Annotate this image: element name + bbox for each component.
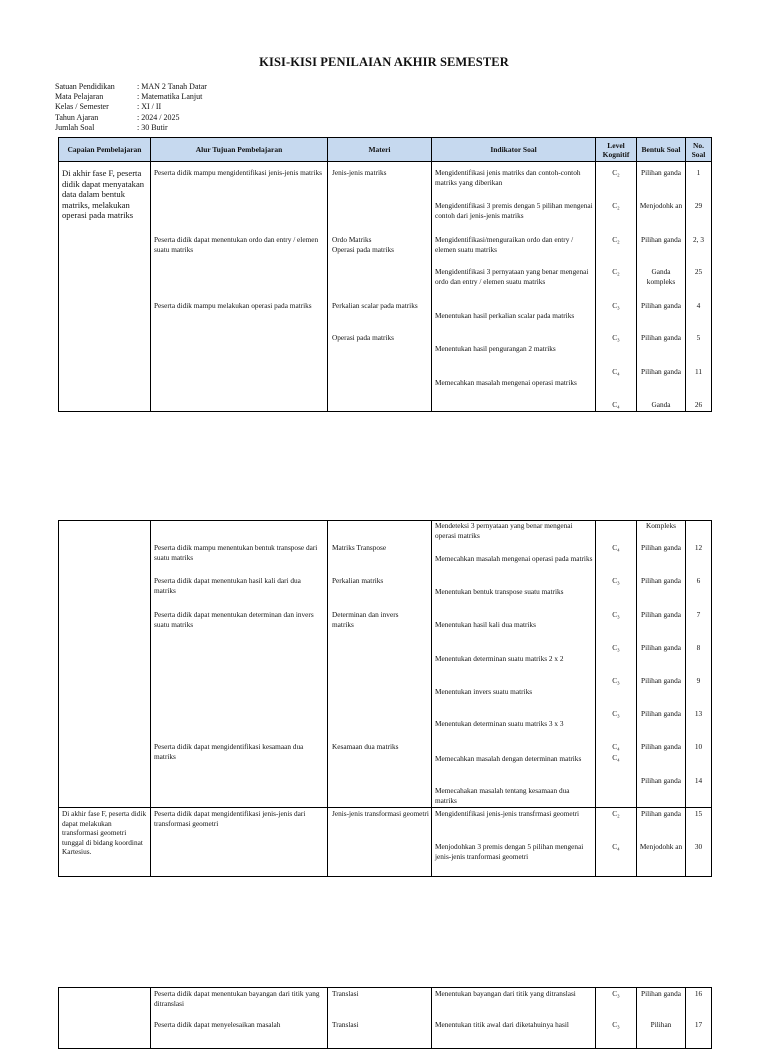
no-cell: 12 <box>694 543 703 552</box>
materi-cell: Perkalian scalar pada matriks <box>332 301 418 310</box>
header-no: No. Soal <box>691 140 706 159</box>
info-label: Kelas / Semester <box>55 102 109 112</box>
grid-table-page-1 <box>58 137 712 412</box>
materi-cell: Translasi <box>332 989 359 998</box>
atp-cell: Peserta didik mampu mengidentifikasi jenis-jenis matriks <box>154 168 322 177</box>
no-cell: 25 <box>694 267 703 276</box>
bentuk-cell: Kompleks <box>646 521 676 530</box>
level-cell: C₄ <box>612 842 620 851</box>
header-bentuk: Bentuk Soal <box>641 145 681 154</box>
no-cell: 26 <box>694 400 703 409</box>
atp-cell: Peserta didik dapat menentukan determinan dan invers suatu matriks <box>154 610 314 629</box>
indikator-cell: Mengidentifikasi/menguraikan ordo dan entry / elemen suatu matriks <box>435 235 574 254</box>
no-cell: 13 <box>694 709 703 718</box>
bentuk-cell: Pilihan ganda <box>641 610 681 619</box>
bentuk-cell: Ganda kompleks <box>646 267 676 286</box>
info-value: : MAN 2 Tanah Datar <box>137 82 207 91</box>
page-title: KISI-KISI PENILAIAN AKHIR SEMESTER <box>259 55 509 69</box>
level-cell: C₂ <box>612 235 620 244</box>
no-cell: 14 <box>694 776 703 785</box>
bentuk-cell: Pilihan ganda <box>641 168 681 177</box>
indikator-cell: Menentukan hasil kali dua matriks <box>435 620 536 629</box>
materi-cell: Determinan dan invers matriks <box>332 610 399 629</box>
bentuk-cell: Menjodohk an <box>639 201 683 210</box>
grid-table-page-2 <box>58 520 712 877</box>
bentuk-cell: Menjodohk an <box>639 842 683 851</box>
no-cell: 9 <box>696 676 701 685</box>
indikator-cell: Menentukan determinan suatu matriks 3 x 3 <box>435 719 564 728</box>
bentuk-cell: Pilihan ganda <box>641 301 681 310</box>
level-cell: C₄ <box>612 753 620 762</box>
level-cell: C₂ <box>612 201 620 210</box>
level-cell: C₃ <box>612 709 620 718</box>
info-label: Jumlah Soal <box>55 122 95 132</box>
bentuk-cell: Pilihan ganda <box>641 543 681 552</box>
indikator-cell: Memecahakan masalah tentang kesamaan dua matriks <box>435 786 570 805</box>
bentuk-cell: Pilihan <box>650 1020 672 1029</box>
bentuk-cell: Pilihan ganda <box>641 809 681 818</box>
indikator-cell: Menentukan bayangan dari titik yang ditranslasi <box>435 989 576 998</box>
no-cell: 1 <box>696 168 701 177</box>
indikator-cell: Menentukan titik awal dari diketahuinya hasil <box>435 1020 569 1029</box>
no-cell: 11 <box>694 367 703 376</box>
atp-cell: Peserta didik dapat mengidentifikasi kesamaan dua matriks <box>154 742 304 761</box>
info-value: : XI / II <box>137 102 162 112</box>
header-capaian: Capaian Pembelajaran <box>67 145 142 154</box>
atp-cell: Peserta didik dapat mengidentifikasi jenis-jenis dari transformasi geometri <box>154 809 306 828</box>
bentuk-cell: Ganda <box>651 400 671 409</box>
info-value: : Matematika Lanjut <box>137 92 203 102</box>
materi-cell: Perkalian matriks <box>332 576 384 585</box>
level-cell: C₃ <box>612 643 620 652</box>
no-cell: 10 <box>694 742 703 751</box>
bentuk-cell: Pilihan ganda <box>641 235 681 244</box>
no-cell: 30 <box>694 842 703 851</box>
indikator-cell: Memecahkan masalah mengenai operasi pada matriks <box>435 554 593 563</box>
indikator-cell: Memecahkan masalah mengenai operasi matriks <box>435 378 577 387</box>
no-cell: 17 <box>694 1020 703 1029</box>
level-cell: C₃ <box>612 333 620 342</box>
atp-cell: Peserta didik mampu melakukan operasi pada matriks <box>154 301 312 310</box>
header-indikator: Indikator Soal <box>490 145 537 154</box>
info-label: Mata Pelajaran <box>55 92 104 102</box>
indikator-cell: Menentukan hasil pengurangan 2 matriks <box>435 344 556 353</box>
level-cell: C₃ <box>612 301 620 310</box>
materi-cell: Operasi pada matriks <box>332 333 395 342</box>
indikator-cell: Menjodohkan 3 premis dengan 5 pilihan mengenai jenis-jenis tranformasi geometri <box>435 842 584 861</box>
info-value: : 2024 / 2025 <box>137 112 180 122</box>
indikator-cell: Menentukan hasil perkalian scalar pada matriks <box>435 311 575 320</box>
indikator-cell: Mengidentifikasi jenis-jenis transfrmasi geometri <box>435 809 580 818</box>
level-cell: C₂ <box>612 809 620 818</box>
capaian-cell: Di akhir fase F, peserta didik dapat melakukan transformasi geometri tunggal di bidang koordinat Kartesius. <box>62 809 147 857</box>
header-level: Level Kognitif <box>602 140 630 159</box>
bentuk-cell: Pilihan ganda <box>641 576 681 585</box>
no-cell: 7 <box>696 610 701 619</box>
level-cell: C₃ <box>612 576 620 585</box>
level-cell: C₃ <box>612 676 620 685</box>
no-cell: 4 <box>696 301 701 310</box>
indikator-cell: Mengidentifikasi jenis matriks dan contoh-contoh matriks yang diberikan <box>435 168 581 187</box>
info-value: : 30 Butir <box>137 122 168 132</box>
level-cell: C₃ <box>612 989 620 998</box>
level-cell: C₄ <box>612 742 620 751</box>
info-label: Satuan Pendidikan <box>55 82 115 91</box>
info-label: Tahun Ajaran <box>55 112 99 122</box>
atp-cell: Peserta didik dapat menyelesaikan masalah <box>154 1020 281 1029</box>
indikator-cell: Mendeteksi 3 pernyataan yang benar mengenai operasi matriks <box>435 521 573 540</box>
materi-cell: Matriks Transpose <box>332 543 387 552</box>
materi-cell: Translasi <box>332 1020 359 1029</box>
atp-cell: Peserta didik dapat menentukan bayangan dari titik yang ditranslasi <box>154 989 320 1008</box>
document-info <box>55 82 207 133</box>
bentuk-cell: Pilihan ganda <box>641 643 681 652</box>
level-cell: C₄ <box>612 400 620 409</box>
materi-cell: Jenis-jenis transformasi geometri <box>332 809 429 818</box>
no-cell: 6 <box>696 576 701 585</box>
header-alur-tujuan: Alur Tujuan Pembelajaran <box>195 145 283 154</box>
bentuk-cell: Pilihan ganda <box>641 709 681 718</box>
no-cell: 16 <box>694 989 703 998</box>
materi-cell: Jenis-jenis matriks <box>332 168 387 177</box>
materi-cell: Ordo Matriks <box>332 235 372 244</box>
indikator-cell: Menentukan determinan suatu matriks 2 x 2 <box>435 654 564 663</box>
no-cell: 15 <box>694 809 703 818</box>
atp-cell: Peserta didik mampu menentukan bentuk transpose dari suatu matriks <box>154 543 318 562</box>
level-cell: C₃ <box>612 1020 620 1029</box>
bentuk-cell: Pilihan ganda <box>641 776 681 785</box>
grid-table-page-3 <box>58 987 712 1049</box>
no-cell: 29 <box>694 201 703 210</box>
no-cell: 2, 3 <box>693 235 704 244</box>
atp-cell: Peserta didik dapat menentukan ordo dan entry / elemen suatu matriks <box>154 235 319 254</box>
indikator-cell: Menentukan invers suatu matriks <box>435 687 533 696</box>
indikator-cell: Mengidentifikasi 3 premis dengan 5 pilihan mengenai contoh dari jenis-jenis matriks <box>435 201 593 220</box>
capaian-cell: Di akhir fase F, peserta didik dapat menyatakan data dalam bentuk matriks, melakukan operasi pada matriks <box>62 168 145 221</box>
row-divider <box>59 807 711 808</box>
indikator-cell: Memecahkan masalah dengan determinan matriks <box>435 754 582 763</box>
no-cell: 8 <box>696 643 701 652</box>
level-cell: C₄ <box>612 367 620 376</box>
level-cell: C₂ <box>612 168 620 177</box>
bentuk-cell: Pilihan ganda <box>641 333 681 342</box>
materi-cell: Operasi pada matriks <box>332 245 395 254</box>
bentuk-cell: Pilihan ganda <box>641 676 681 685</box>
header-materi: Materi <box>368 145 391 154</box>
indikator-cell: Menentukan bentuk transpose suatu matriks <box>435 587 564 596</box>
bentuk-cell: Pilihan ganda <box>641 367 681 376</box>
materi-cell: Kesamaan dua matriks <box>332 742 399 751</box>
level-cell: C₄ <box>612 543 620 552</box>
no-cell: 5 <box>696 333 701 342</box>
bentuk-cell: Pilihan ganda <box>641 989 681 998</box>
level-cell: C₂ <box>612 267 620 276</box>
atp-cell: Peserta didik dapat menentukan hasil kali dari dua matriks <box>154 576 301 595</box>
bentuk-cell: Pilihan ganda <box>641 742 681 751</box>
level-cell: C₃ <box>612 610 620 619</box>
indikator-cell: Mengidentifikasi 3 pernyataan yang benar mengenai ordo dan entry / elemen suatu matriks <box>435 267 589 286</box>
